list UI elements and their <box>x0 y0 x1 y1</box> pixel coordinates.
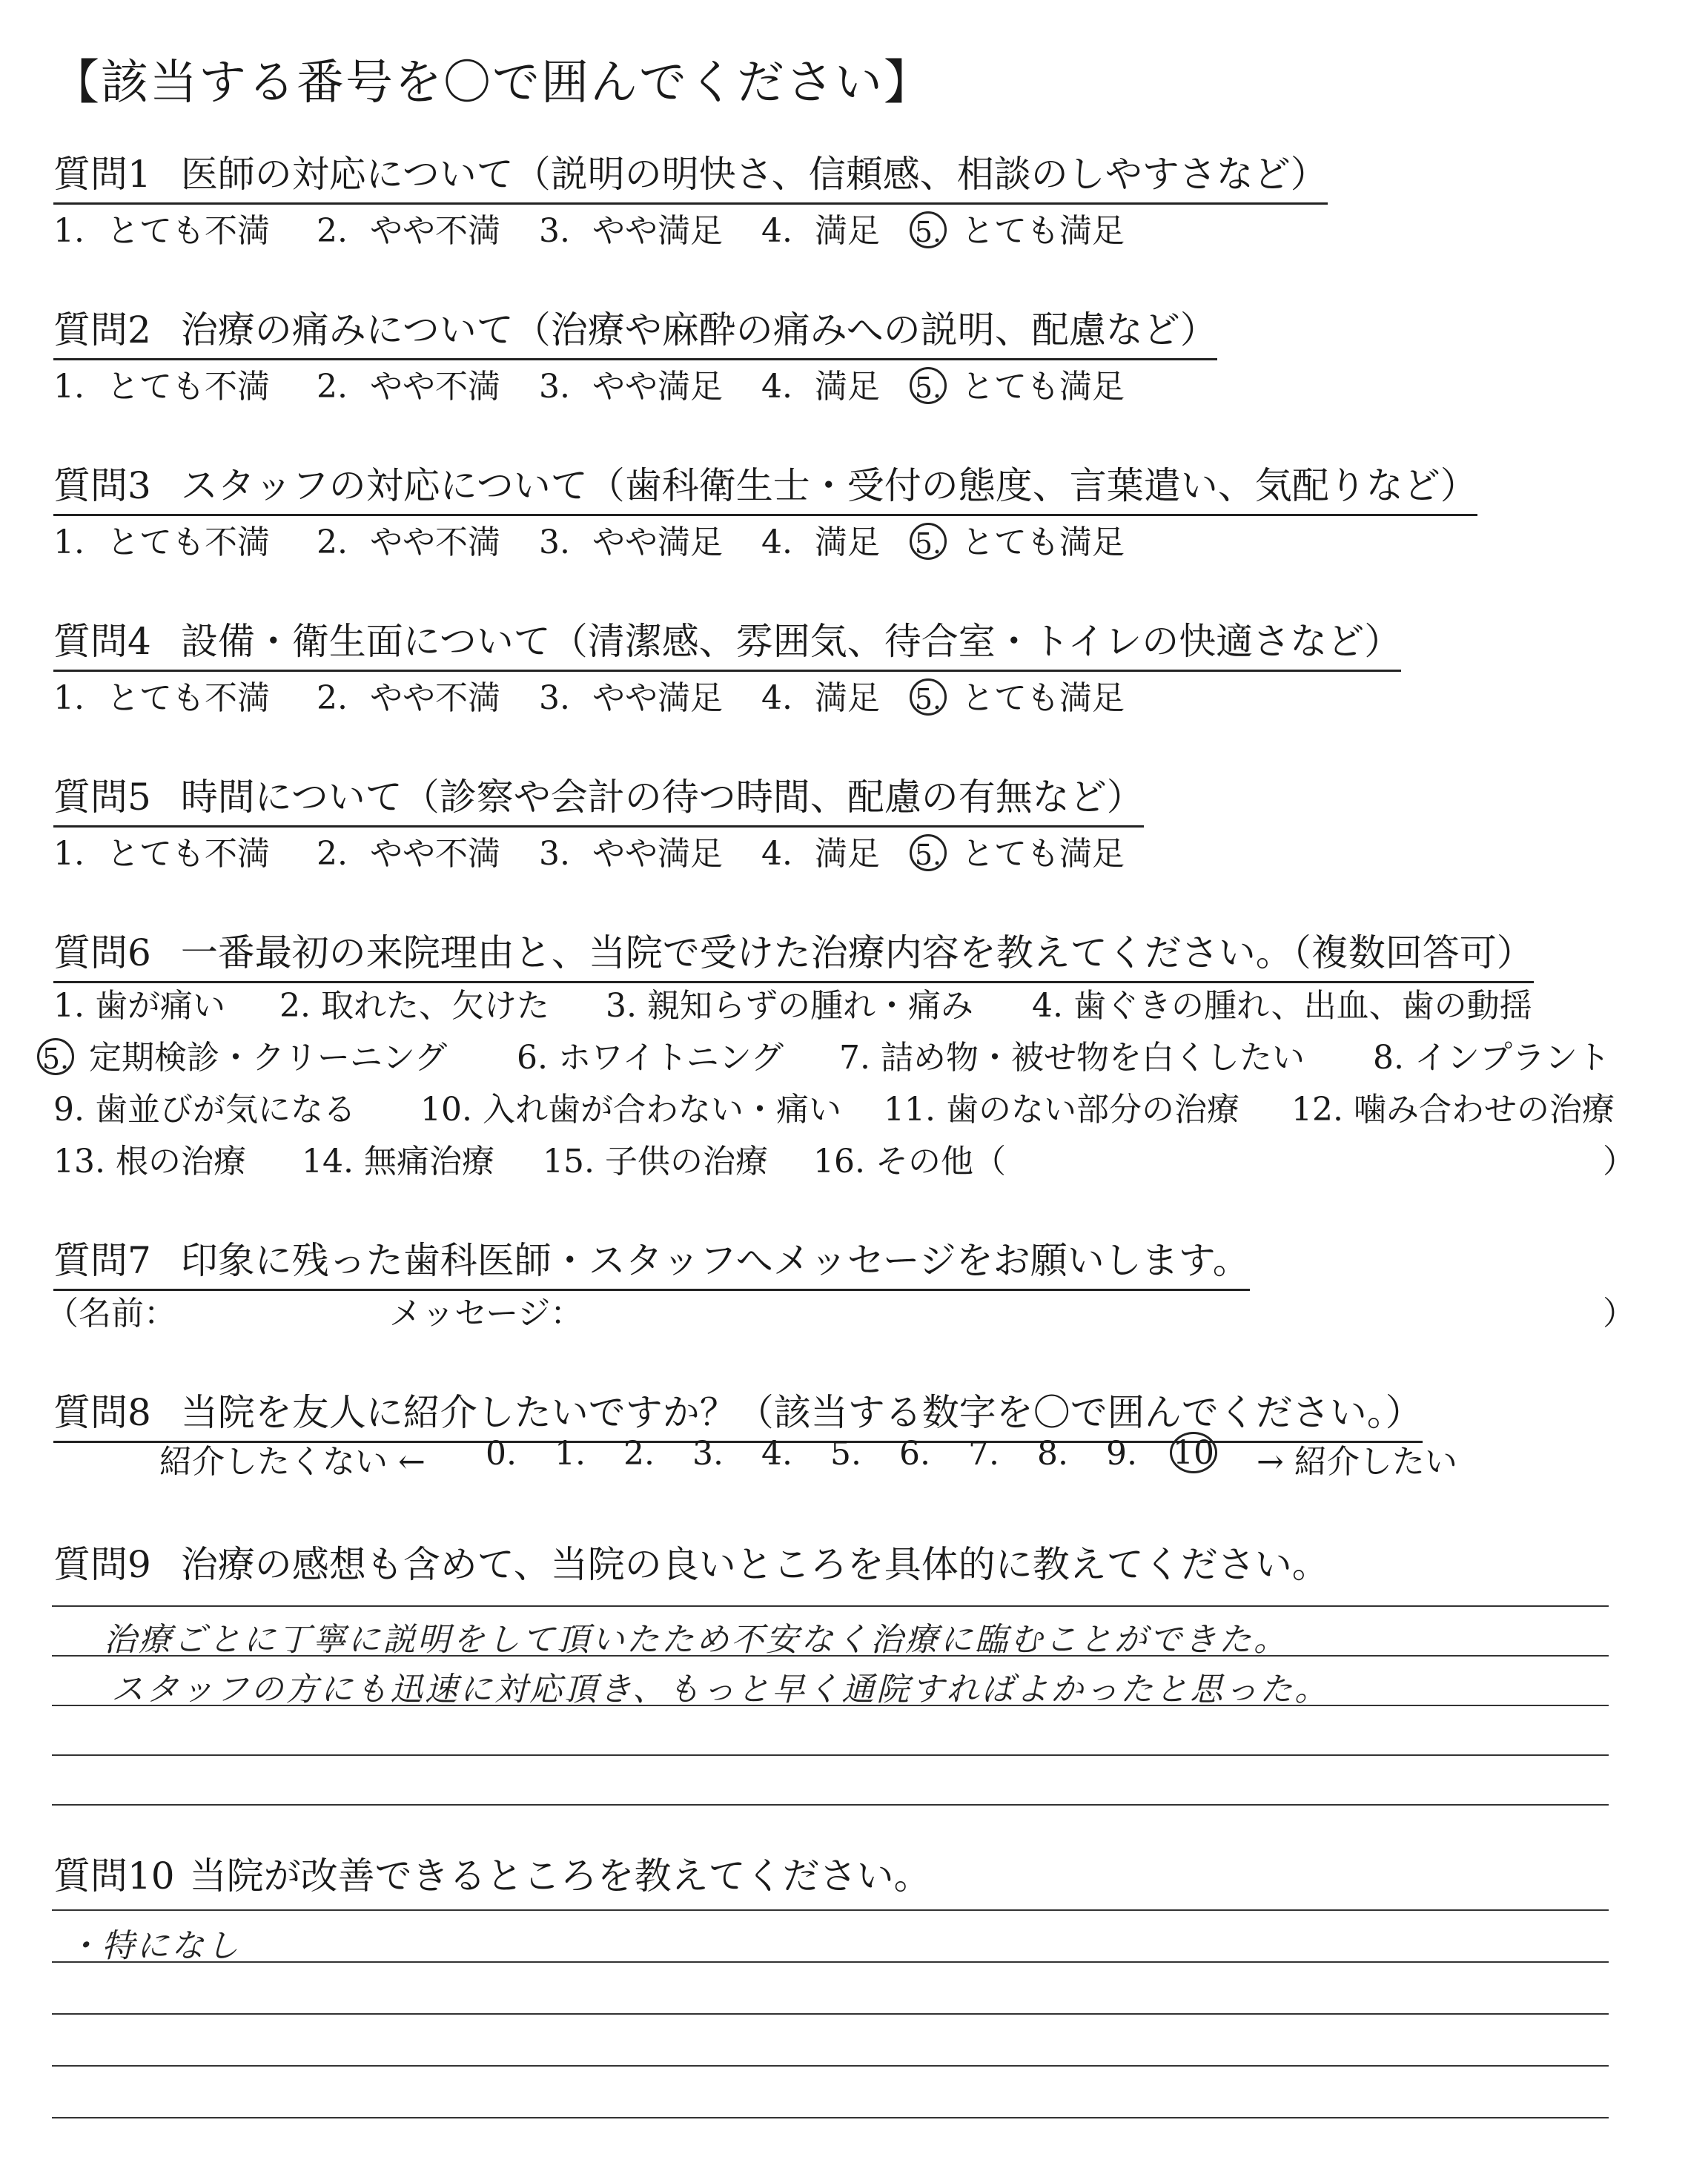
question-4-title <box>53 612 1401 672</box>
reason-option[interactable]: 9. 歯並びが気になる <box>53 1091 356 1129</box>
scale-option[interactable]: 9. <box>1106 1435 1137 1473</box>
question-number: 質問4 <box>53 620 151 663</box>
scale-option[interactable]: 2. <box>623 1435 655 1473</box>
question-text: スタッフの対応について（歯科衛生士・受付の態度、言葉遣い、気配りなど） <box>180 464 1477 507</box>
selection-circle: 5. <box>910 834 947 871</box>
answer-line <box>52 1804 1609 1806</box>
option-4[interactable]: 4. 満足 <box>761 212 880 250</box>
selection-circle: 5. <box>910 367 947 404</box>
answer-line <box>52 1909 1609 1911</box>
question-text: 当院を友人に紹介したいですか？（該当する数字を〇で囲んでください。） <box>180 1391 1423 1434</box>
closing-paren: ） <box>1603 1295 1635 1332</box>
option-2[interactable]: 2. やや不満 <box>317 524 500 561</box>
option-5-selected[interactable]: 5. とても満足 <box>917 204 1125 251</box>
answer-line <box>52 1605 1609 1607</box>
option-3[interactable]: 3. やや満足 <box>539 524 723 561</box>
question-text: 当院が改善できるところを教えてください。 <box>189 1855 931 1898</box>
option-2[interactable]: 2. やや不満 <box>317 679 500 717</box>
selection-circle: 5. <box>37 1038 74 1075</box>
reason-option[interactable]: 1. 歯が痛い <box>53 987 225 1025</box>
reason-option[interactable]: 12. 噛み合わせの治療 <box>1291 1091 1615 1129</box>
scale-option[interactable]: 1. <box>555 1435 586 1473</box>
reason-option[interactable]: 8. インプラント <box>1373 1039 1610 1077</box>
reason-option[interactable]: 15. 子供の治療 <box>543 1143 768 1180</box>
reason-option[interactable]: 10. 入れ歯が合わない・痛い <box>420 1091 841 1129</box>
option-5-selected[interactable]: 5. とても満足 <box>917 515 1125 563</box>
question-text: 一番最初の来院理由と、当院で受けた治療内容を教えてください。（複数回答可） <box>180 931 1534 974</box>
option-1[interactable]: 1. とても不満 <box>53 524 270 561</box>
question-number: 質問3 <box>53 464 151 507</box>
question-number: 質問6 <box>53 931 151 974</box>
answer-line <box>52 2065 1609 2067</box>
option-4[interactable]: 4. 満足 <box>761 368 880 406</box>
option-1[interactable]: 1. とても不満 <box>53 835 270 873</box>
option-4[interactable]: 4. 満足 <box>761 679 880 717</box>
message-label: メッセージ： <box>389 1295 583 1332</box>
scale-option[interactable]: 7. <box>968 1435 999 1473</box>
reason-option[interactable]: 3. 親知らずの腫れ・痛み <box>606 987 973 1025</box>
question-text: 印象に残った歯科医師・スタッフへメッセージをお願いします。 <box>180 1239 1250 1282</box>
option-2[interactable]: 2. やや不満 <box>317 835 500 873</box>
answer-line <box>52 1961 1609 1963</box>
option-5-selected[interactable]: 5. とても満足 <box>917 827 1125 874</box>
option-3[interactable]: 3. やや満足 <box>539 679 723 717</box>
scale-right-label: → 紹介したい <box>1257 1443 1457 1481</box>
question-1-title <box>53 145 1328 205</box>
scale-option[interactable]: 4. <box>761 1435 792 1473</box>
reason-option[interactable]: 7. 詰め物・被せ物を白くしたい <box>839 1039 1305 1077</box>
page-heading: 【該当する番号を〇で囲んでください】 <box>52 56 933 110</box>
selection-circle: 5. <box>910 678 947 716</box>
handwritten-answer: ・特になし <box>67 1927 241 1965</box>
reason-option[interactable]: 13. 根の治療 <box>53 1143 246 1180</box>
question-9-title <box>53 1535 1329 1593</box>
option-2[interactable]: 2. やや不満 <box>317 368 500 406</box>
question-number: 質問10 <box>53 1855 175 1898</box>
handwritten-answer: スタッフの方にも迅速に対応頂き、もっと早く通院すればよかったと思った。 <box>111 1671 1330 1708</box>
question-10-title <box>53 1846 931 1904</box>
selection-circle: 5. <box>910 523 947 560</box>
answer-line <box>52 1754 1609 1756</box>
question-8-title <box>53 1383 1423 1443</box>
option-1[interactable]: 1. とても不満 <box>53 212 270 250</box>
option-5-selected[interactable]: 5. とても満足 <box>917 360 1125 407</box>
question-6-title <box>53 923 1534 983</box>
scale-left-label: 紹介したくない ← <box>159 1443 426 1481</box>
question-number: 質問8 <box>53 1391 151 1434</box>
option-3[interactable]: 3. やや満足 <box>539 212 723 250</box>
option-1[interactable]: 1. とても不満 <box>53 368 270 406</box>
question-number: 質問2 <box>53 308 151 351</box>
scale-option[interactable]: 0. <box>486 1435 517 1473</box>
answer-line <box>52 2117 1609 2118</box>
option-4[interactable]: 4. 満足 <box>761 524 880 561</box>
option-4[interactable]: 4. 満足 <box>761 835 880 873</box>
closing-paren: ） <box>1603 1143 1635 1180</box>
question-2-title <box>53 300 1217 360</box>
question-text: 設備・衛生面について（清潔感、雰囲気、待合室・トイレの快適さなど） <box>180 620 1402 663</box>
option-2[interactable]: 2. やや不満 <box>317 212 500 250</box>
scale-option[interactable]: 8. <box>1037 1435 1068 1473</box>
reason-option-other[interactable]: 16. その他（ <box>813 1143 1006 1180</box>
question-text: 治療の感想も含めて、当院の良いところを具体的に教えてください。 <box>180 1543 1329 1586</box>
option-3[interactable]: 3. やや満足 <box>539 368 723 406</box>
name-label: （名前： <box>46 1295 176 1332</box>
option-5-selected[interactable]: 5. とても満足 <box>917 671 1125 719</box>
answer-line <box>52 2013 1609 2015</box>
question-number: 質問1 <box>53 153 151 196</box>
reason-option[interactable]: 11. 歯のない部分の治療 <box>884 1091 1239 1129</box>
handwritten-answer: 治療ごとに丁寧に説明をして頂いたため不安なく治療に臨むことができた。 <box>104 1621 1288 1659</box>
reason-option[interactable]: 2. 取れた、欠けた <box>279 987 549 1025</box>
option-1[interactable]: 1. とても不満 <box>53 679 270 717</box>
option-3[interactable]: 3. やや満足 <box>539 835 723 873</box>
question-3-title <box>53 456 1477 516</box>
scale-option[interactable]: 6. <box>899 1435 930 1473</box>
question-number: 質問5 <box>53 776 151 819</box>
question-number: 質問7 <box>53 1239 151 1282</box>
question-5-title <box>53 767 1144 828</box>
scale-option-selected[interactable]: 10 <box>1170 1432 1217 1473</box>
question-number: 質問9 <box>53 1543 151 1586</box>
reason-option-5-selected[interactable]: 5. 定期検診・クリーニング <box>44 1031 447 1078</box>
scale-option[interactable]: 3. <box>692 1435 724 1473</box>
selection-circle: 5. <box>910 211 947 248</box>
question-text: 時間について（診察や会計の待つ時間、配慮の有無など） <box>180 776 1144 819</box>
question-text: 医師の対応について（説明の明快さ、信頼感、相談のしやすさなど） <box>180 153 1328 196</box>
reason-option[interactable]: 6. ホワイトニング <box>517 1039 784 1077</box>
scale-option[interactable]: 5. <box>830 1435 861 1473</box>
question-7-title <box>53 1231 1250 1291</box>
reason-option[interactable]: 14. 無痛治療 <box>302 1143 494 1180</box>
question-text: 治療の痛みについて（治療や麻酔の痛みへの説明、配慮など） <box>180 308 1217 351</box>
reason-option[interactable]: 4. 歯ぐきの腫れ、出血、歯の動揺 <box>1032 987 1532 1025</box>
